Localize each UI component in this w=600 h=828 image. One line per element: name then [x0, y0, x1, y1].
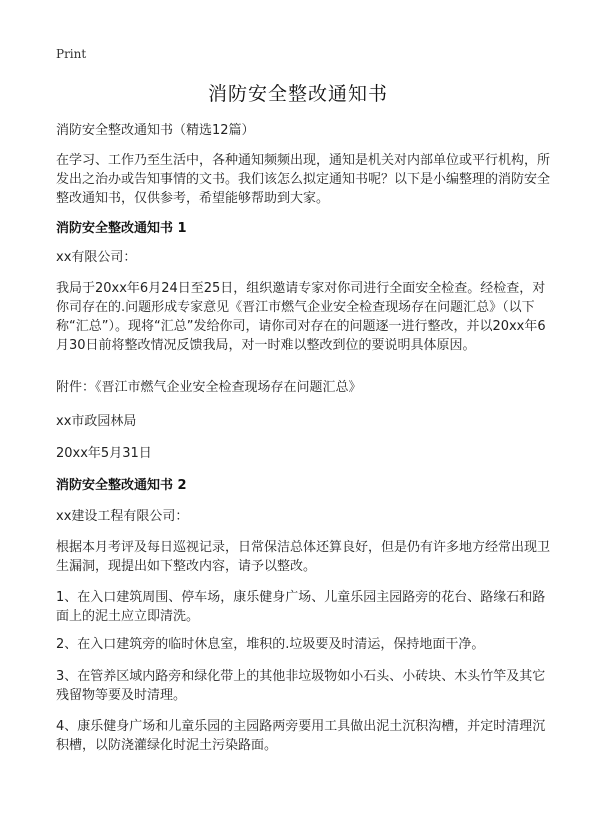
- list-item: 1、在入口建筑周围、停车场，康乐健身广场、儿童乐园主园路旁的花台、路缘石和路面上的泥土应立即清洗。: [56, 590, 546, 624]
- section-1-attachment: 附件：《晋江市燃气企业安全检查现场存在问题汇总》: [56, 380, 362, 395]
- section-1-heading: 消防安全整改通知书 1: [56, 221, 187, 236]
- subtitle: 消防安全整改通知书（精选12篇）: [56, 123, 255, 138]
- print-link[interactable]: Print: [56, 47, 87, 61]
- section-2-recipient: xx建设工程有限公司：: [56, 509, 189, 524]
- section-2-heading: 消防安全整改通知书 2: [56, 478, 187, 493]
- list-item: 4、康乐健身广场和儿童乐园的主园路两旁要用工具做出泥土沉积沟槽，并定时清理沉积槽，以防浇灌绿化时泥土污染路面。: [56, 719, 546, 753]
- page-title: 消防安全整改通知书: [207, 83, 388, 105]
- section-2-body: 根据本月考评及每日巡视记录，日常保洁总体还算良好，但是仍有许多地方经常出现卫生漏洞，现提出如下整改内容，请予以整改。: [56, 540, 551, 574]
- section-1-date: 20xx年5月31日: [56, 446, 152, 461]
- section-1-recipient: xx有限公司：: [56, 250, 137, 265]
- list-item: 2、在入口建筑旁的临时休息室，堆积的.垃圾要及时清运，保持地面干净。: [56, 637, 485, 652]
- section-1-issuer: xx市政园林局: [56, 414, 137, 429]
- intro-paragraph: 在学习、工作乃至生活中，各种通知频频出现，通知是机关对内部单位或平行机构，所发出之治办或告知事情的文书。我们该怎么拟定通知书呢？以下是小编整理的消防安全整改通知书，仅供参考，希望能够帮助到大家。: [56, 153, 551, 206]
- list-item: 3、在管养区域内路旁和绿化带上的其他非垃圾物如小石头、小砖块、木头竹竿及其它残留物等要及时清理。: [56, 669, 546, 703]
- section-1-body: 我局于20xx年6月24日至25日，组织邀请专家对你司进行全面安全检查。经检查，对你司存在的.问题形成专家意见《晋江市燃气企业安全检查现场存在问题汇总》（以下称“汇总”）。现将“汇总”发给你司，请你司对存在的问题逐一进行整改，并以20xx年6月30日前将整改情况反馈我局，对一时难以整改到位的要说明具体原因。: [56, 281, 546, 353]
